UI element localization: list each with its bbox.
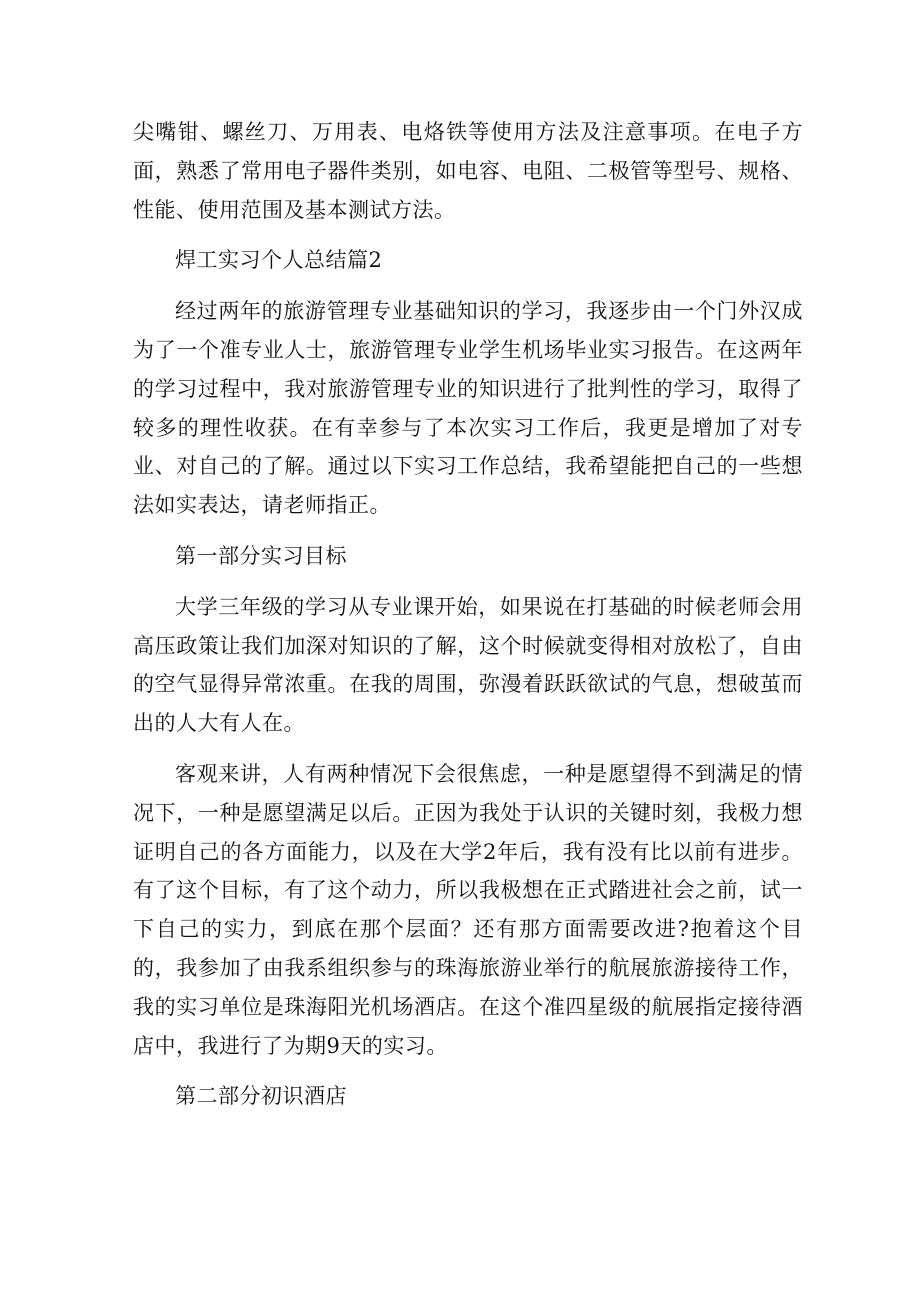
paragraph-tools-summary: 尖嘴钳、螺丝刀、万用表、电烙铁等使用方法及注意事项。在电子方面，熟悉了常用电子器件类别，如电容、电阻、二极管等型号、规格、性能、使用范围及基本测试方法。 <box>133 120 803 222</box>
section-heading-hotel: 第二部分初识酒店 <box>175 1084 347 1109</box>
paragraph-intro: 经过两年的旅游管理专业基础知识的学习，我逐步由一个门外汉成为了一个准专业人士，旅游管理专业学生机场毕业实习报告。在这两年的学习过程中，我对旅游管理专业的知识进行了批判性的学习，取得了较多的理性收获。在有幸参与了本次实习工作后，我更是增加了对专业、对自己的了解。通过以下实习工作总结，我希望能把自己的一些想法如实表达，请老师指正。 <box>133 299 803 518</box>
paragraph-anxiety: 客观来讲，人有两种情况下会很焦虑，一种是愿望得不到满足的情况下，一种是愿望满足以后。正因为我处于认识的关键时刻，我极力想证明自己的各方面能力，以及在大学2年后，我有没有比以前有进步。有了这个目标，有了这个动力，所以我极想在正式踏进社会之前，试一下自己的实力，到底在那个层面？还有那方面需要改进?抱着这个目的，我参加了由我系组织参与的珠海旅游业举行的航展旅游接待工作，我的实习单位是珠海阳光机场酒店。在这个准四星级的航展指定接待酒店中，我进行了为期9天的实习。 <box>133 761 803 1058</box>
paragraph-third-year: 大学三年级的学习从专业课开始，如果说在打基础的时候老师会用高压政策让我们加深对知识的了解，这个时候就变得相对放松了，自由的空气显得异常浓重。在我的周围，弥漫着跃跃欲试的气息，想破茧而出的人大有人在。 <box>133 594 803 736</box>
section-heading-part2-title: 焊工实习个人总结篇2 <box>175 248 383 273</box>
section-heading-goals: 第一部分实习目标 <box>175 543 347 568</box>
document-body <box>133 113 803 1128</box>
